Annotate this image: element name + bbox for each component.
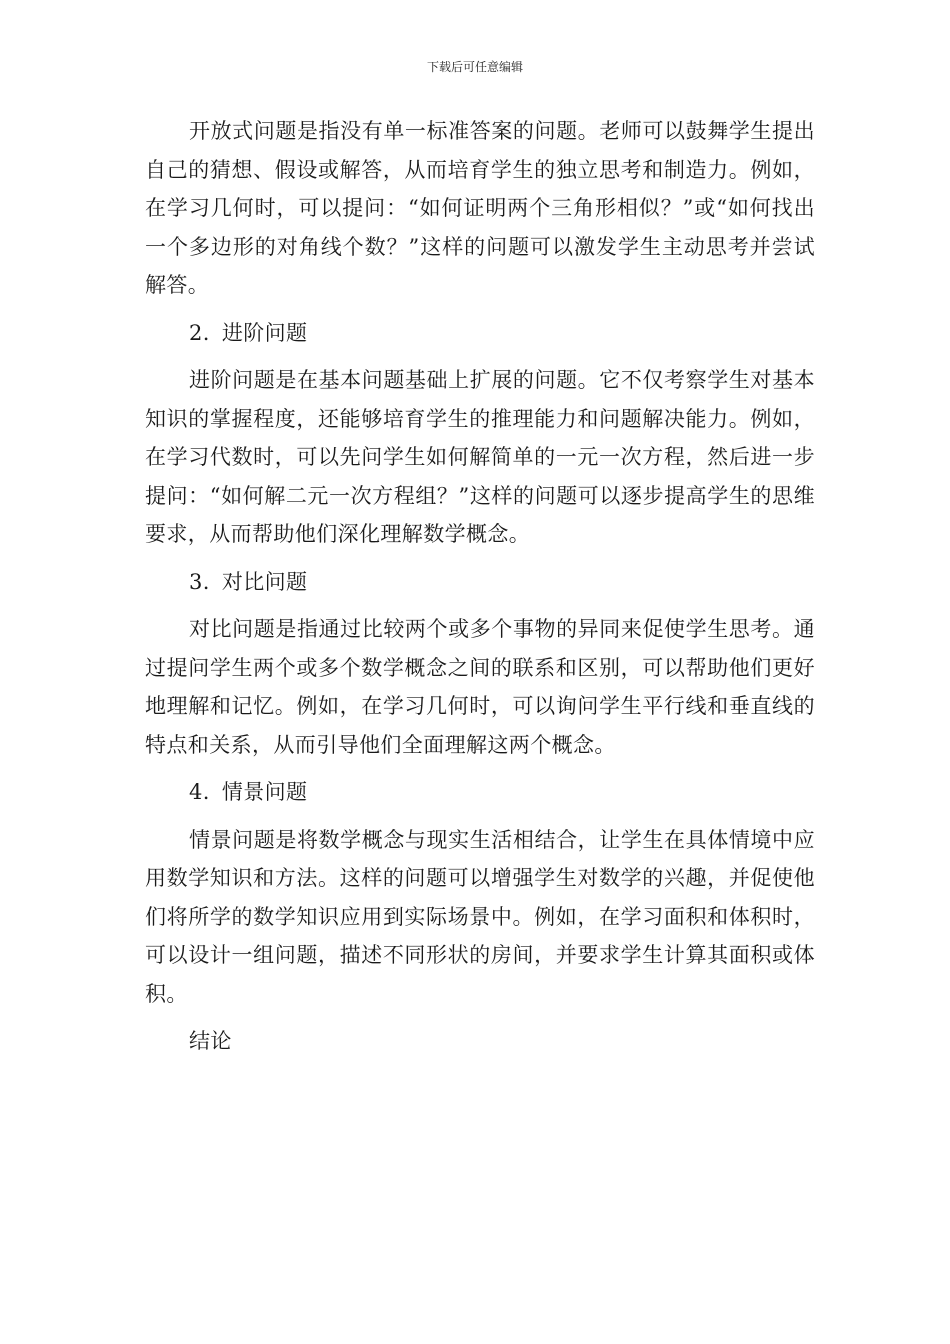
heading-text: 情景问题 [221,780,308,804]
heading-advanced-questions [145,314,815,353]
paragraph-situational-questions: 情景问题是将数学概念与现实生活相结合，让学生在具体情境中应用数学知识和方法。这样的问题可以增强学生对数学的兴趣，并促使他们将所学的数学知识应用到实际场景中。例如，在学习面积和体积时，可以设计一组问题，描述不同形状的房间，并要求学生计算其面积或体积。 [145,827,815,1006]
paragraph-comparison-questions: 对比问题是指通过比较两个或多个事物的异同来促使学生思考。通过提问学生两个或多个数学概念之间的联系和区别，可以帮助他们更好地理解和记忆。例如，在学习几何时，可以询问学生平行线和垂直线的特点和关系，从而引导他们全面理解这两个概念。 [145,617,815,757]
paragraph-advanced-questions: 进阶问题是在基本问题基础上扩展的问题。它不仅考察学生对基本知识的掌握程度，还能够培育学生的推理能力和问题解决能力。例如，在学习代数时，可以先问学生如何解简单的一元一次方程，然后进一步提问：“如何解二元一次方程组？”这样的问题可以逐步提高学生的思维要求，从而帮助他们深化理解数学概念。 [145,368,815,546]
heading-number: 2. [189,320,210,345]
heading-text: 进阶问题 [221,320,308,345]
heading-number: 3. [189,569,210,594]
heading-situational-questions [145,773,815,812]
heading-conclusion: 结论 [189,1029,232,1053]
heading-number: 4. [189,780,210,804]
heading-comparison-questions [145,563,815,602]
page-header: 下载后可任意编辑 [426,60,523,74]
heading-text: 对比问题 [221,569,308,594]
paragraph-open-ended-questions: 开放式问题是指没有单一标准答案的问题。老师可以鼓舞学生提出自己的猜想、假设或解答，从而培育学生的独立思考和制造力。例如，在学习几何时，可以提问：“如何证明两个三角形相似？”或“如何找出一个多边形的对角线个数？”这样的问题可以激发学生主动思考并尝试解答。 [145,119,815,297]
document-body [145,112,815,1061]
